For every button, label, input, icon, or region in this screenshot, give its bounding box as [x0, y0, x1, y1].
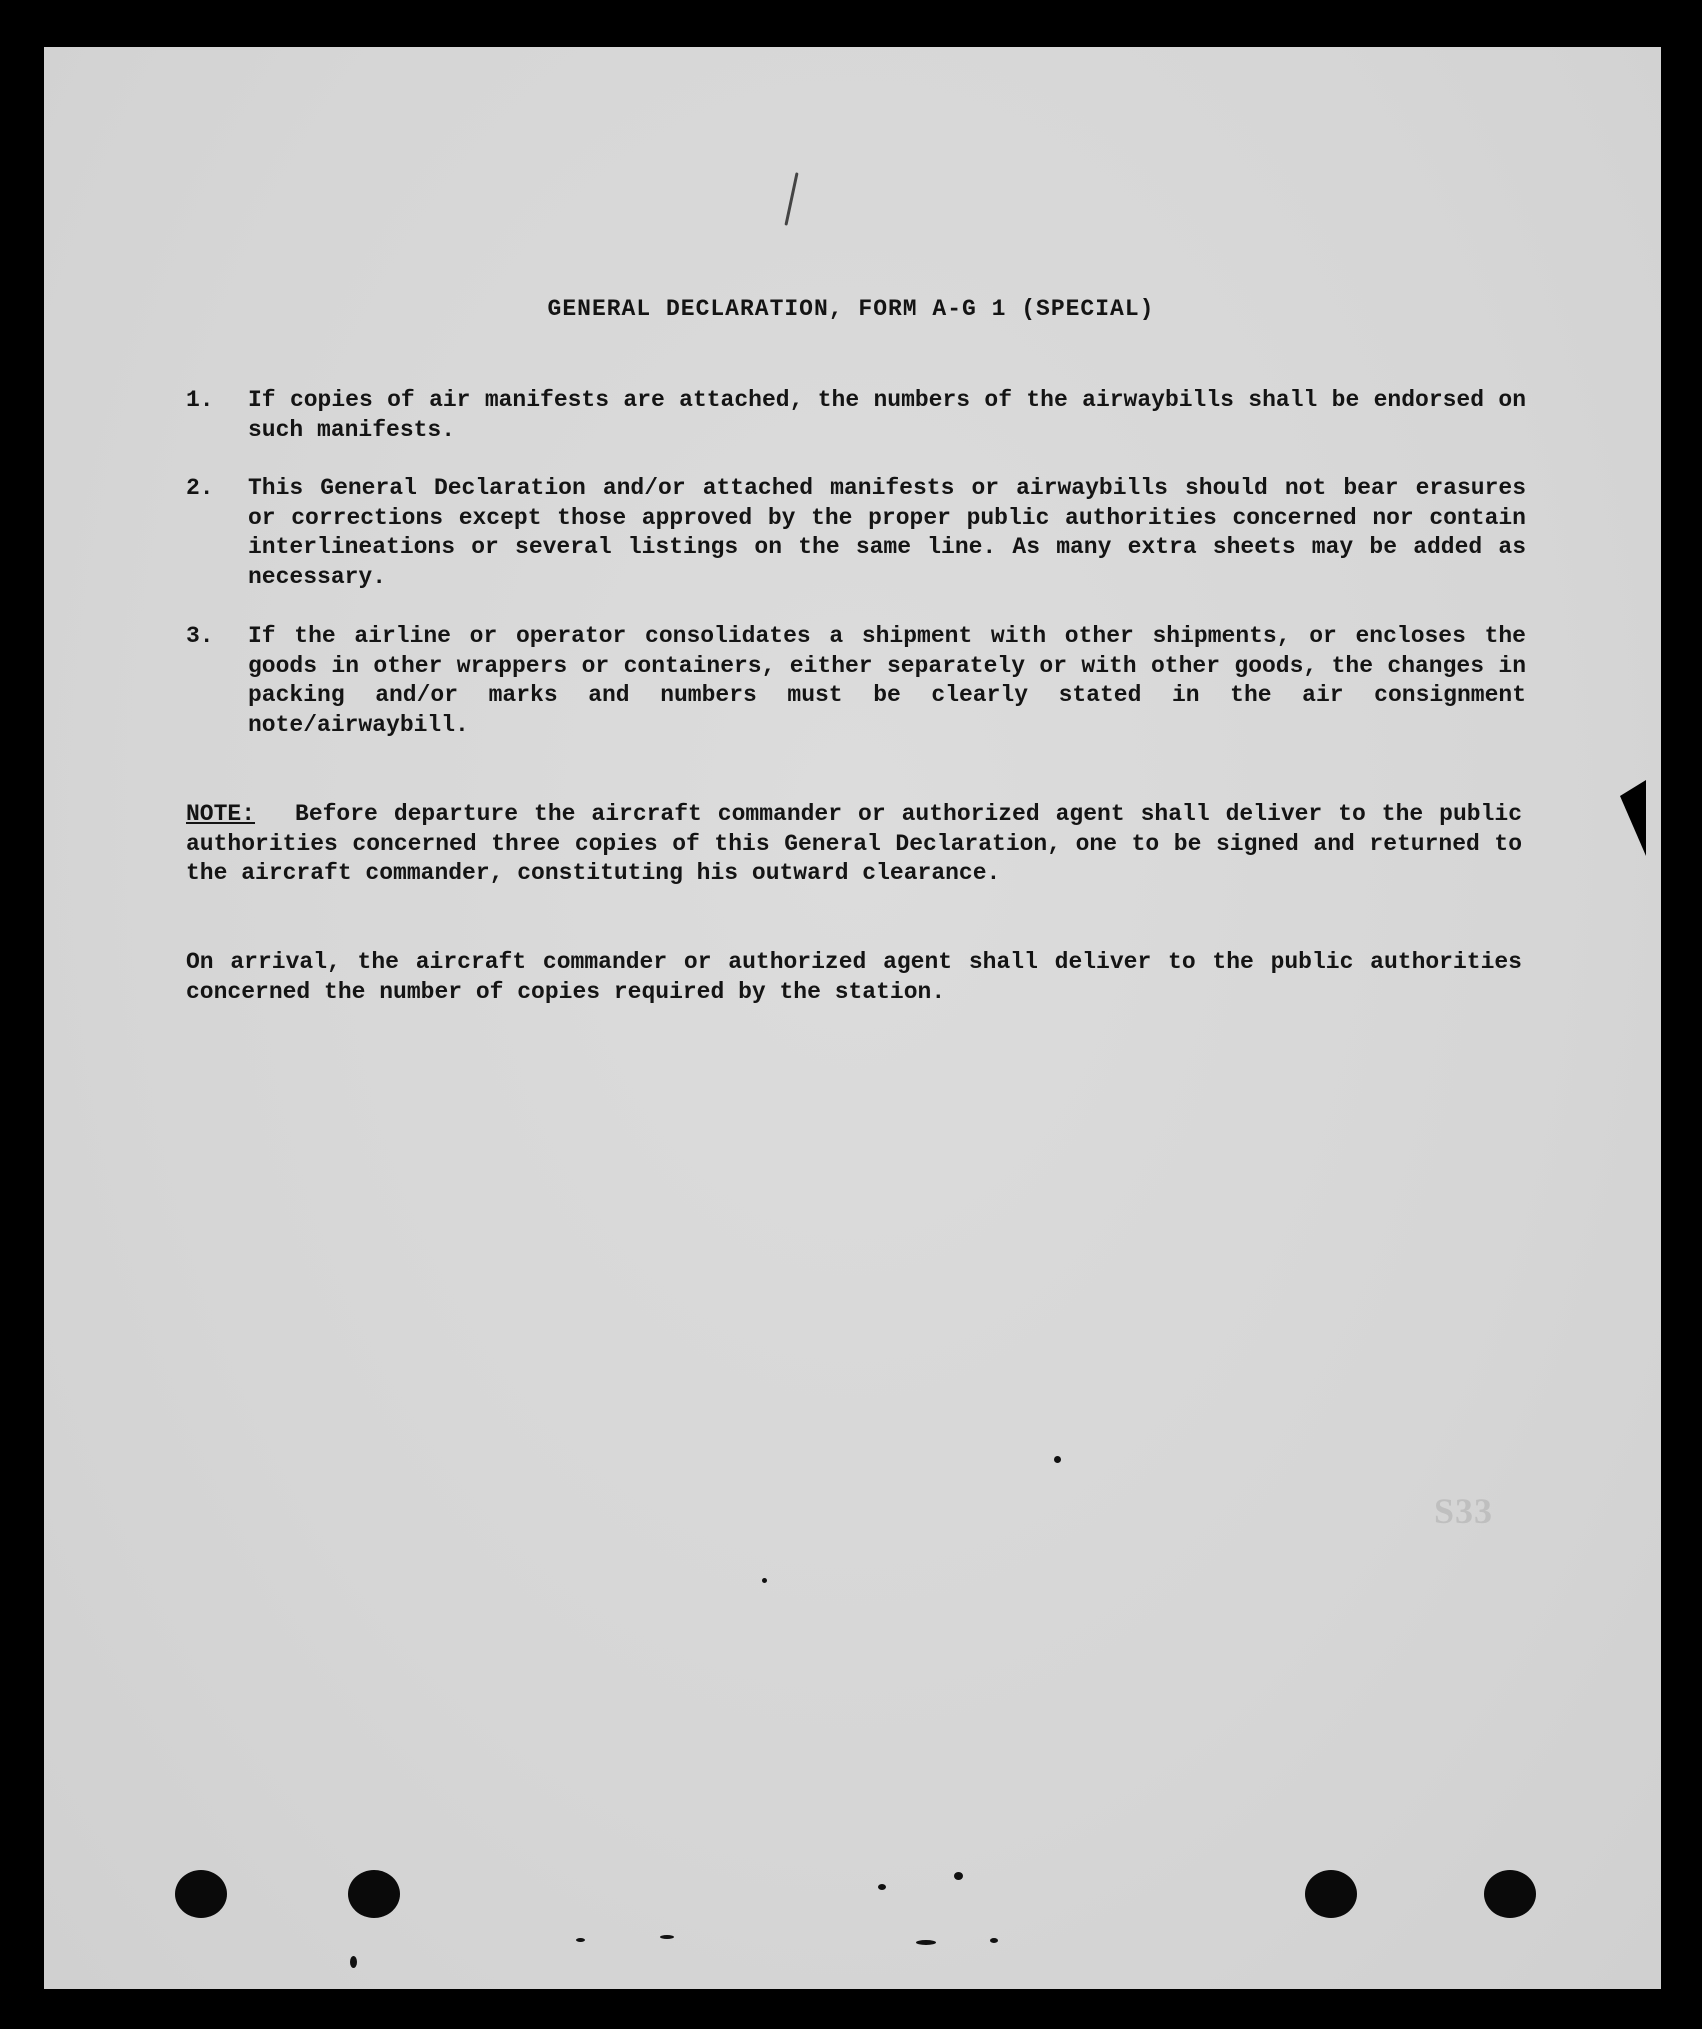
list-item	[186, 622, 1526, 740]
document-title: GENERAL DECLARATION, FORM A-G 1 (SPECIAL)	[547, 296, 1155, 322]
list-item	[186, 474, 1526, 592]
punch-hole	[1305, 1870, 1357, 1918]
speck	[576, 1938, 585, 1942]
punch-hole	[175, 1870, 227, 1918]
item-text: This General Declaration and/or attached manifests or airwaybills should not bear erasures or corrections except those approved by the proper public authorities concerned nor contain interlineations or several listings on the same line. As many extra sheets may be added as necessary.	[248, 475, 1526, 590]
note-text: Before departure the aircraft commander or authorized agent shall deliver to the public authorities concerned three copies of this General Declaration, one to be signed and returned to the aircraft commander, constituting his outward clearance.	[186, 801, 1522, 886]
speck	[954, 1872, 963, 1880]
arrival-paragraph: On arrival, the aircraft commander or authorized agent shall deliver to the public authorities concerned the number of copies required by the station.	[186, 949, 1522, 1005]
note-paragraph	[186, 800, 1522, 889]
speck	[878, 1884, 886, 1890]
speck	[990, 1938, 998, 1943]
item-number: 1.	[186, 387, 214, 413]
punch-hole	[1484, 1870, 1536, 1918]
speck	[660, 1935, 674, 1939]
page-tear	[1620, 780, 1646, 856]
item-text: If copies of air manifests are attached, the numbers of the airwaybills shall be endorsed on such manifests.	[248, 387, 1526, 443]
note-label: NOTE:	[186, 801, 256, 827]
speck	[1054, 1456, 1061, 1463]
item-number: 2.	[186, 475, 214, 501]
punch-hole	[348, 1870, 400, 1918]
item-text: If the airline or operator consolidates a shipment with other shipments, or encloses the goods in other wrappers or containers, either separately or with other goods, the changes in packing and/or marks and numbers must be clearly stated in the air consignment note/airwaybill.	[248, 623, 1526, 738]
speck	[762, 1578, 767, 1583]
document-page	[44, 47, 1661, 1989]
speck	[916, 1940, 936, 1945]
list-item	[186, 386, 1526, 445]
speck	[350, 1956, 357, 1968]
page-stamp: S33	[1434, 1491, 1494, 1531]
item-number: 3.	[186, 623, 214, 649]
